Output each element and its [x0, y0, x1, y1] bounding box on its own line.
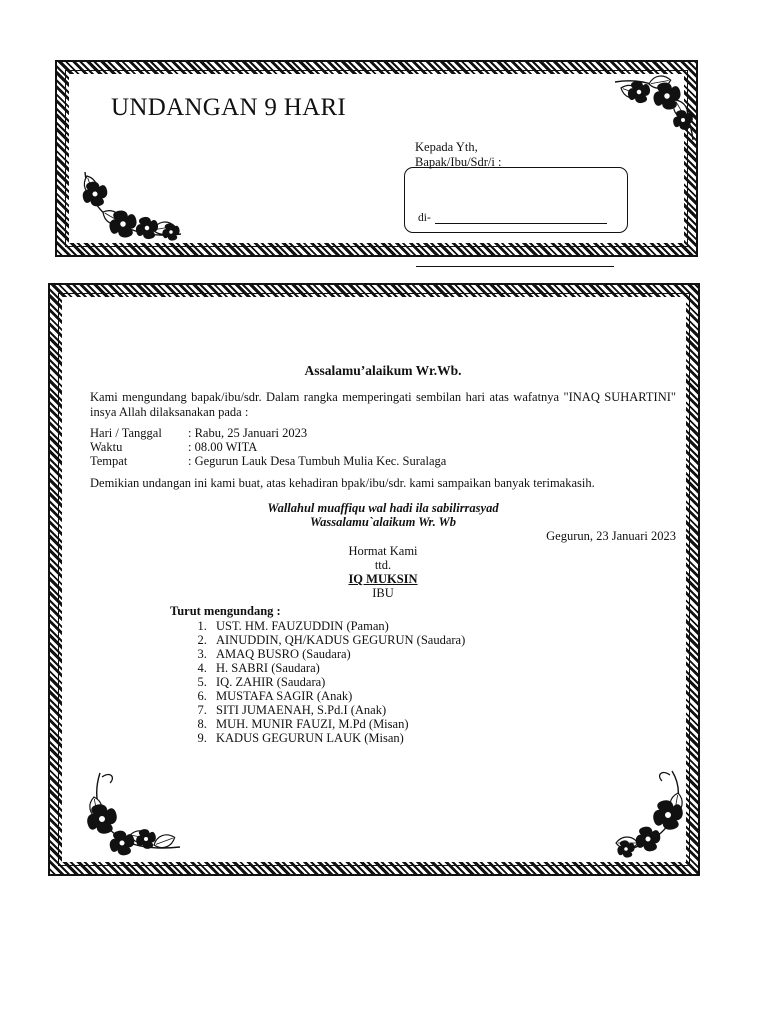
list-item: 6. MUSTAFA SAGIR (Anak)	[210, 689, 676, 703]
address-box[interactable]	[404, 167, 628, 233]
to-line-2: Bapak/Ibu/Sdr/i :	[415, 155, 502, 169]
list-item: 8. MUH. MUNIR FAUZI, M.Pd (Misan)	[210, 717, 676, 731]
detail-row	[90, 440, 446, 454]
address-underline	[416, 266, 614, 267]
di-label: di-	[418, 212, 431, 224]
di-blank-line	[435, 212, 607, 224]
detail-label: Tempat	[90, 454, 128, 468]
card-title: UNDANGAN 9 HARI	[111, 94, 347, 121]
letter-content	[90, 363, 676, 745]
list-item: 2. AINUDDIN, QH/KADUS GEGURUN (Saudara)	[210, 633, 676, 647]
flower-ornament-icon	[77, 166, 187, 246]
detail-value: : Gegurun Lauk Desa Tumbuh Mulia Kec. Suralaga	[188, 454, 447, 468]
co-inviters-list	[170, 619, 676, 745]
to-line-1: Kepada Yth,	[415, 140, 478, 154]
closing-phrase-2: Wassalamu`alaikum Wr. Wb	[310, 515, 456, 529]
list-item: 9. KADUS GEGURUN LAUK (Misan)	[210, 731, 676, 745]
list-item: 5. IQ. ZAHIR (Saudara)	[210, 675, 676, 689]
detail-row	[90, 426, 446, 440]
event-details	[90, 426, 446, 468]
flower-ornament-icon	[609, 74, 699, 146]
intro-paragraph: Kami mengundang bapak/ibu/sdr. Dalam rangka memperingati sembilan hari atas wafatnya "INAQ SUHARTINI" insya Allah dilaksanakan pada :	[90, 390, 676, 419]
invitation-card	[55, 60, 698, 257]
detail-value: : Rabu, 25 Januari 2023	[188, 426, 308, 440]
regards: Hormat Kami	[348, 544, 418, 558]
signature-block	[90, 544, 676, 600]
list-item: 4. H. SABRI (Saudara)	[210, 661, 676, 675]
signer-name: IQ MUKSIN	[348, 572, 418, 586]
co-inviters	[170, 604, 676, 745]
letter-date: Gegurun, 23 Januari 2023	[546, 529, 676, 543]
detail-label: Waktu	[90, 440, 123, 454]
list-item: 7. SITI JUMAENAH, S.Pd.I (Anak)	[210, 703, 676, 717]
recipient-block	[415, 140, 501, 170]
list-item: 1. UST. HM. FAUZUDDIN (Paman)	[210, 619, 676, 633]
detail-value: : 08.00 WITA	[188, 440, 258, 454]
flower-ornament-icon	[80, 767, 190, 862]
closing-paragraph: Demikian undangan ini kami buat, atas kehadiran bpak/ibu/sdr. kami sampaikan banyak terimakasih.	[90, 476, 595, 490]
invitation-letter	[48, 283, 700, 876]
detail-label: Hari / Tanggal	[90, 426, 162, 440]
closing-phrase-1: Wallahul muaffiqu wal hadi ila sabilirrasyad	[267, 501, 499, 515]
flower-ornament-icon	[612, 767, 692, 862]
detail-row	[90, 454, 446, 468]
signer-role: IBU	[372, 586, 394, 600]
di-line	[418, 212, 607, 224]
ttd: ttd.	[374, 558, 392, 572]
list-item: 3. AMAQ BUSRO (Saudara)	[210, 647, 676, 661]
co-inviters-title: Turut mengundang :	[170, 604, 281, 618]
greeting: Assalamu’alaikum Wr.Wb.	[304, 363, 462, 378]
